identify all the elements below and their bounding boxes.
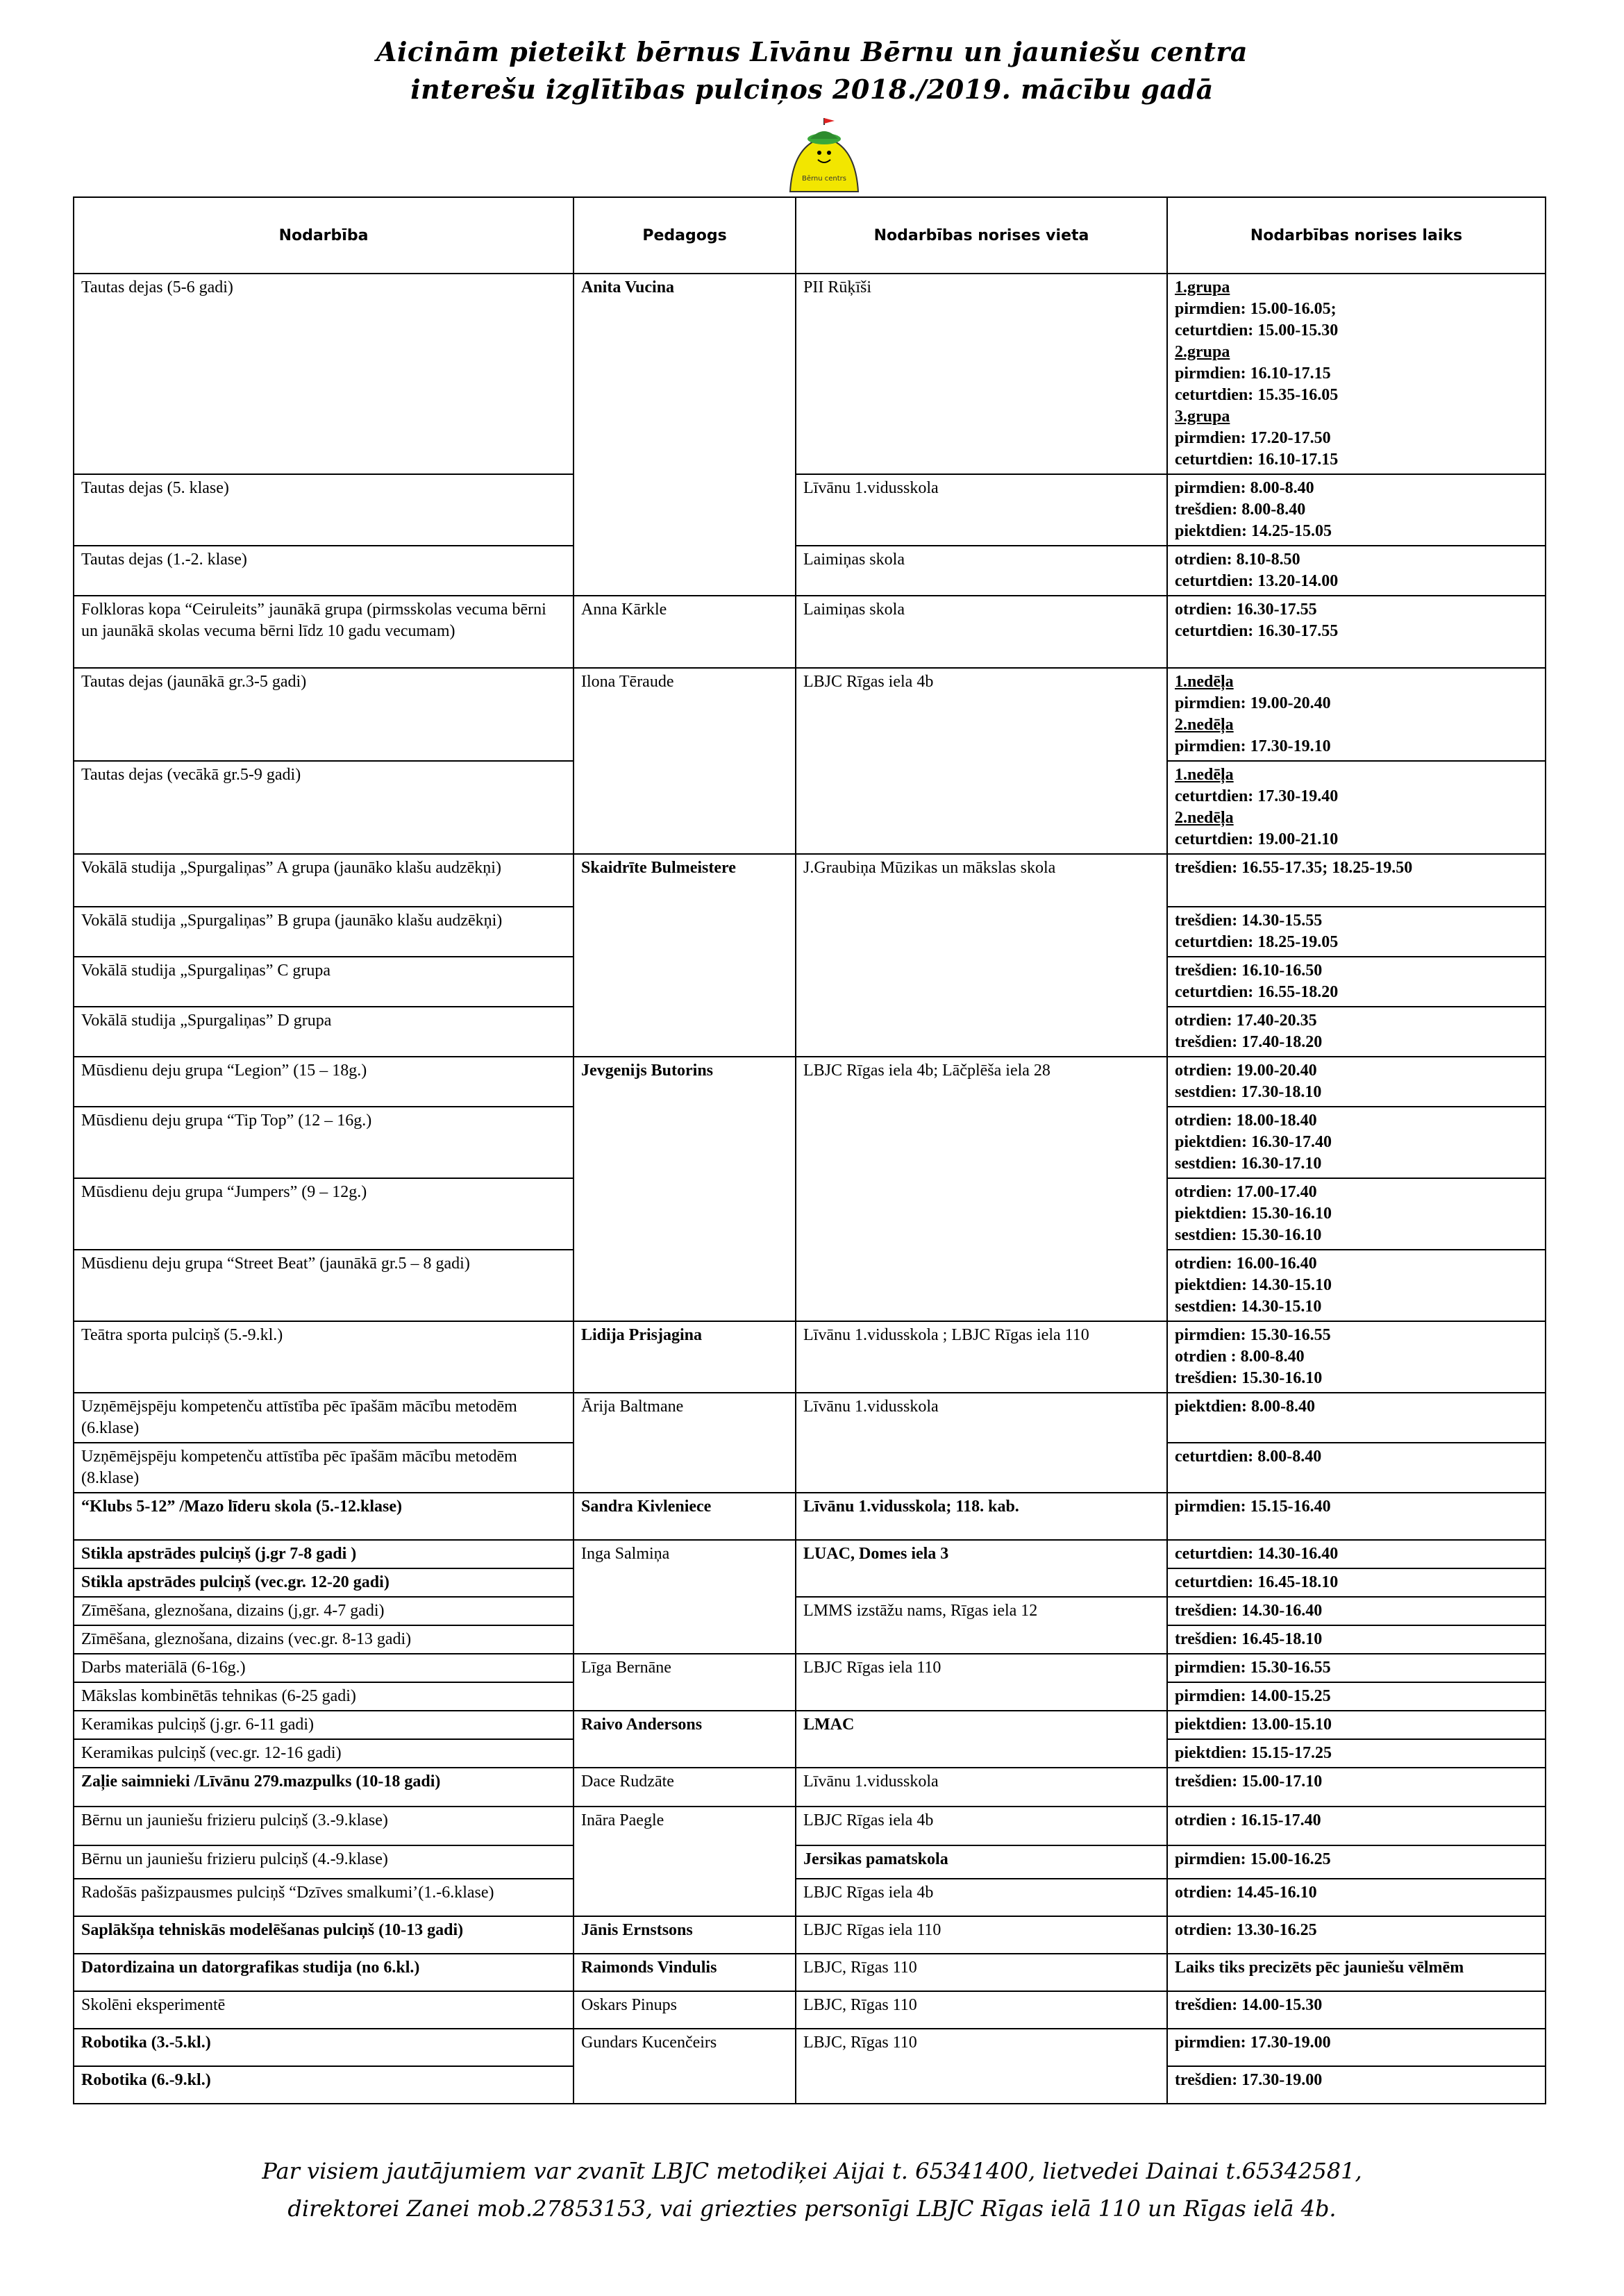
activity-cell: Vokālā studija „Spurgaliņas” C grupa bbox=[74, 957, 574, 1007]
place-cell: LBJC, Rīgas 110 bbox=[796, 1954, 1167, 1991]
time-cell bbox=[1167, 1540, 1546, 1568]
time-cell bbox=[1167, 274, 1546, 474]
time-slot: trešdien: 17.30-19.00 bbox=[1175, 2071, 1323, 2089]
time-slot: ceturtdien: 16.30-17.55 bbox=[1175, 622, 1339, 640]
place-cell: Līvānu 1.vidusskola bbox=[796, 1393, 1167, 1493]
table-row bbox=[74, 596, 1546, 668]
time-slot: piektdien: 14.25-15.05 bbox=[1175, 522, 1332, 540]
activity-cell: Uzņēmējspēju kompetenču attīstība pēc īpašām mācību metodēm (6.klase) bbox=[74, 1393, 574, 1443]
table-row bbox=[74, 1807, 1546, 1845]
place-cell: Līvānu 1.vidusskola ; LBJC Rīgas iela 110 bbox=[796, 1321, 1167, 1393]
activity-cell: Zaļie saimnieki /Līvānu 279.mazpulks (10-18 gadi) bbox=[74, 1768, 574, 1807]
teacher-cell: Ārija Baltmane bbox=[574, 1393, 796, 1493]
activity-cell: “Klubs 5-12” /Mazo līderu skola (5.-12.klase) bbox=[74, 1493, 574, 1540]
activity-cell: Zīmēšana, gleznošana, dizains (vec.gr. 8-13 gadi) bbox=[74, 1625, 574, 1654]
time-cell bbox=[1167, 1250, 1546, 1321]
footer-contact-line-1: Par visiem jautājumiem var zvanīt LBJC metodiķei Aijai t. 65341400, lietvedei Dainai t.65342581, bbox=[262, 2158, 1362, 2184]
activity-cell: Tautas dejas (1.-2. klase) bbox=[74, 546, 574, 596]
time-cell bbox=[1167, 1739, 1546, 1768]
place-cell: Līvānu 1.vidusskola bbox=[796, 1768, 1167, 1807]
table-row bbox=[74, 1654, 1546, 1682]
time-slot: otrdien : 8.00-8.40 bbox=[1175, 1348, 1305, 1366]
activity-cell: Zīmēšana, gleznošana, dizains (j,gr. 4-7 gadi) bbox=[74, 1597, 574, 1625]
time-cell bbox=[1167, 2029, 1546, 2066]
activity-cell: Mākslas kombinētās tehnikas (6-25 gadi) bbox=[74, 1682, 574, 1711]
activity-cell: Folkloras kopa “Ceiruleits” jaunākā grupa (pirmsskolas vecuma bērni un jaunākā skolas vecuma bērni līdz 10 gadu vecumam) bbox=[74, 596, 574, 668]
place-cell: J.Graubiņa Mūzikas un mākslas skola bbox=[796, 854, 1167, 1057]
time-cell bbox=[1167, 1443, 1546, 1493]
group-heading: 1.grupa bbox=[1175, 278, 1230, 296]
teacher-cell: Oskars Pinups bbox=[574, 1991, 796, 2029]
time-slot: otrdien: 18.00-18.40 bbox=[1175, 1112, 1317, 1130]
time-cell bbox=[1167, 1493, 1546, 1540]
time-slot: ceturtdien: 16.10-17.15 bbox=[1175, 451, 1339, 469]
activity-cell: Tautas dejas (5-6 gadi) bbox=[74, 274, 574, 474]
time-cell bbox=[1167, 1393, 1546, 1443]
group-heading: 1.nedēļa bbox=[1175, 673, 1234, 691]
time-cell bbox=[1167, 1991, 1546, 2029]
activity-cell: Robotika (6.-9.kl.) bbox=[74, 2066, 574, 2104]
table-row bbox=[74, 1711, 1546, 1739]
place-cell: LMAC bbox=[796, 1711, 1167, 1768]
time-slot: sestdien: 17.30-18.10 bbox=[1175, 1083, 1322, 1101]
time-slot: piektdien: 14.30-15.10 bbox=[1175, 1276, 1332, 1294]
table-row bbox=[74, 274, 1546, 474]
teacher-cell: Anita Vucina bbox=[574, 274, 796, 596]
place-cell: LMMS izstāžu nams, Rīgas iela 12 bbox=[796, 1597, 1167, 1654]
place-cell: LBJC Rīgas iela 4b bbox=[796, 1807, 1167, 1845]
time-slot: trešdien: 16.10-16.50 bbox=[1175, 962, 1323, 980]
time-slot: pirmdien: 17.20-17.50 bbox=[1175, 429, 1331, 447]
group-heading: 3.grupa bbox=[1175, 408, 1230, 426]
time-cell bbox=[1167, 957, 1546, 1007]
teacher-cell: Skaidrīte Bulmeistere bbox=[574, 854, 796, 1057]
time-cell bbox=[1167, 1711, 1546, 1739]
time-slot: pirmdien: 17.30-19.00 bbox=[1175, 2034, 1331, 2052]
time-slot: ceturtdien: 16.55-18.20 bbox=[1175, 983, 1339, 1001]
time-cell bbox=[1167, 761, 1546, 854]
time-slot: trešdien: 15.00-17.10 bbox=[1175, 1773, 1323, 1791]
table-row bbox=[74, 1845, 1546, 1879]
time-slot: trešdien: 15.30-16.10 bbox=[1175, 1369, 1323, 1387]
time-cell bbox=[1167, 1682, 1546, 1711]
place-cell: Laimiņas skola bbox=[796, 546, 1167, 596]
time-slot: piektdien: 15.15-17.25 bbox=[1175, 1744, 1332, 1762]
time-slot: piektdien: 13.00-15.10 bbox=[1175, 1716, 1332, 1734]
table-row bbox=[74, 854, 1546, 907]
time-slot: otrdien: 16.30-17.55 bbox=[1175, 601, 1317, 619]
time-slot: ceturtdien: 13.20-14.00 bbox=[1175, 572, 1339, 590]
group-heading: 2.nedēļa bbox=[1175, 809, 1234, 827]
teacher-cell: Anna Kārkle bbox=[574, 596, 796, 668]
table-row bbox=[74, 1954, 1546, 1991]
time-cell bbox=[1167, 1568, 1546, 1597]
place-cell: LBJC, Rīgas 110 bbox=[796, 1991, 1167, 2029]
place-cell: LBJC Rīgas iela 110 bbox=[796, 1916, 1167, 1954]
page-title-line-1: Aicinām pieteikt bērnus Līvānu Bērnu un jauniešu centra bbox=[376, 36, 1248, 67]
table-row bbox=[74, 1393, 1546, 1443]
time-cell bbox=[1167, 854, 1546, 907]
time-cell bbox=[1167, 1107, 1546, 1178]
place-cell: LBJC Rīgas iela 4b bbox=[796, 1879, 1167, 1916]
time-slot: ceturtdien: 15.00-15.30 bbox=[1175, 321, 1339, 340]
time-slot: Laiks tiks precizēts pēc jauniešu vēlmēm bbox=[1175, 1959, 1464, 1977]
time-slot: ceturtdien: 14.30-16.40 bbox=[1175, 1545, 1339, 1563]
time-cell bbox=[1167, 1879, 1546, 1916]
footer-contact-line-2: direktorei Zanei mob.27853153, vai griezties personīgi LBJC Rīgas ielā 110 un Rīgas ielā 4b. bbox=[287, 2195, 1337, 2222]
time-slot: pirmdien: 8.00-8.40 bbox=[1175, 479, 1314, 497]
time-cell bbox=[1167, 1057, 1546, 1107]
time-slot: pirmdien: 14.00-15.25 bbox=[1175, 1687, 1331, 1705]
time-cell bbox=[1167, 2066, 1546, 2104]
table-row bbox=[74, 1493, 1546, 1540]
activity-cell: Uzņēmējspēju kompetenču attīstība pēc īpašām mācību metodēm (8.klase) bbox=[74, 1443, 574, 1493]
time-cell bbox=[1167, 1007, 1546, 1057]
table-header-row bbox=[74, 197, 1546, 274]
time-slot: piektdien: 16.30-17.40 bbox=[1175, 1133, 1332, 1151]
place-cell: LBJC Rīgas iela 110 bbox=[796, 1654, 1167, 1711]
time-slot: otrdien: 17.40-20.35 bbox=[1175, 1012, 1317, 1030]
time-slot: otrdien: 13.30-16.25 bbox=[1175, 1921, 1317, 1939]
time-slot: trešdien: 14.30-15.55 bbox=[1175, 912, 1323, 930]
time-slot: trešdien: 16.55-17.35; 18.25-19.50 bbox=[1175, 859, 1413, 877]
time-slot: pirmdien: 15.30-16.55 bbox=[1175, 1659, 1331, 1677]
time-slot: sestdien: 16.30-17.10 bbox=[1175, 1155, 1322, 1173]
activity-cell: Tautas dejas (vecākā gr.5-9 gadi) bbox=[74, 761, 574, 854]
time-slot: piektdien: 8.00-8.40 bbox=[1175, 1398, 1316, 1416]
activity-cell: Saplākšņa tehniskās modelēšanas pulciņš (10-13 gadi) bbox=[74, 1916, 574, 1954]
time-cell bbox=[1167, 596, 1546, 668]
place-cell: Līvānu 1.vidusskola; 118. kab. bbox=[796, 1493, 1167, 1540]
time-slot: sestdien: 15.30-16.10 bbox=[1175, 1226, 1322, 1244]
time-slot: otrdien: 8.10-8.50 bbox=[1175, 551, 1300, 569]
page-title-line-2: interešu izglītības pulciņos 2018./2019. mācību gadā bbox=[410, 74, 1214, 105]
place-cell: LBJC Rīgas iela 4b bbox=[796, 668, 1167, 854]
place-cell: LUAC, Domes iela 3 bbox=[796, 1540, 1167, 1597]
time-slot: trešdien: 16.45-18.10 bbox=[1175, 1630, 1323, 1648]
activity-cell: Teātra sporta pulciņš (5.-9.kl.) bbox=[74, 1321, 574, 1393]
teacher-cell: Lidija Prisjagina bbox=[574, 1321, 796, 1393]
schedule-table bbox=[73, 196, 1546, 2104]
time-cell bbox=[1167, 1178, 1546, 1250]
time-slot: pirmdien: 19.00-20.40 bbox=[1175, 694, 1331, 712]
time-slot: ceturtdien: 15.35-16.05 bbox=[1175, 386, 1339, 404]
teacher-cell: Inga Salmiņa bbox=[574, 1540, 796, 1654]
table-row bbox=[74, 1057, 1546, 1107]
group-heading: 2.nedēļa bbox=[1175, 716, 1234, 734]
time-cell bbox=[1167, 1654, 1546, 1682]
activity-cell: Vokālā studija „Spurgaliņas” A grupa (jaunāko klašu audzēkņi) bbox=[74, 854, 574, 907]
table-row bbox=[74, 546, 1546, 596]
time-cell bbox=[1167, 1321, 1546, 1393]
time-slot: trešdien: 17.40-18.20 bbox=[1175, 1033, 1323, 1051]
time-slot: trešdien: 14.00-15.30 bbox=[1175, 1996, 1323, 2014]
place-cell: Līvānu 1.vidusskola bbox=[796, 474, 1167, 546]
activity-cell: Bērnu un jauniešu frizieru pulciņš (3.-9.klase) bbox=[74, 1807, 574, 1845]
time-slot: pirmdien: 15.00-16.25 bbox=[1175, 1850, 1331, 1868]
teacher-cell: Līga Bernāne bbox=[574, 1654, 796, 1711]
table-row bbox=[74, 1768, 1546, 1807]
time-slot: otrdien: 16.00-16.40 bbox=[1175, 1255, 1317, 1273]
place-cell: Laimiņas skola bbox=[796, 596, 1167, 668]
activity-cell: Stikla apstrādes pulciņš (vec.gr. 12-20 gadi) bbox=[74, 1568, 574, 1597]
time-cell bbox=[1167, 1845, 1546, 1879]
activity-cell: Bērnu un jauniešu frizieru pulciņš (4.-9.klase) bbox=[74, 1845, 574, 1879]
time-slot: pirmdien: 15.30-16.55 bbox=[1175, 1326, 1331, 1344]
time-slot: ceturtdien: 16.45-18.10 bbox=[1175, 1573, 1339, 1591]
teacher-cell: Jevgenijs Butorins bbox=[574, 1057, 796, 1321]
activity-cell: Radošās pašizpausmes pulciņš “Dzīves smalkumi’(1.-6.klase) bbox=[74, 1879, 574, 1916]
teacher-cell: Raivo Andersons bbox=[574, 1711, 796, 1768]
activity-cell: Robotika (3.-5.kl.) bbox=[74, 2029, 574, 2066]
table-row bbox=[74, 1321, 1546, 1393]
table-row bbox=[74, 1597, 1546, 1625]
time-cell bbox=[1167, 474, 1546, 546]
header-teacher: Pedagogs bbox=[574, 197, 796, 274]
time-cell bbox=[1167, 1597, 1546, 1625]
time-slot: pirmdien: 15.00-16.05; bbox=[1175, 300, 1337, 318]
time-slot: ceturtdien: 17.30-19.40 bbox=[1175, 787, 1339, 805]
teacher-cell: Jānis Ernstsons bbox=[574, 1916, 796, 1954]
teacher-cell: Gundars Kucenčeirs bbox=[574, 2029, 796, 2104]
activity-cell: Skolēni eksperimentē bbox=[74, 1991, 574, 2029]
time-slot: ceturtdien: 19.00-21.10 bbox=[1175, 830, 1339, 848]
time-cell bbox=[1167, 546, 1546, 596]
place-cell: LBJC, Rīgas 110 bbox=[796, 2029, 1167, 2104]
header-activity: Nodarbība bbox=[74, 197, 574, 274]
place-cell: Jersikas pamatskola bbox=[796, 1845, 1167, 1879]
activity-cell: Tautas dejas (jaunākā gr.3-5 gadi) bbox=[74, 668, 574, 761]
time-slot: ceturtdien: 18.25-19.05 bbox=[1175, 933, 1339, 951]
activity-cell: Mūsdienu deju grupa “Tip Top” (12 – 16g.) bbox=[74, 1107, 574, 1178]
activity-cell: Darbs materiālā (6-16g.) bbox=[74, 1654, 574, 1682]
place-cell: LBJC Rīgas iela 4b; Lāčplēša iela 28 bbox=[796, 1057, 1167, 1321]
table-row bbox=[74, 1916, 1546, 1954]
activity-cell: Tautas dejas (5. klase) bbox=[74, 474, 574, 546]
time-cell bbox=[1167, 907, 1546, 957]
time-slot: otrdien: 17.00-17.40 bbox=[1175, 1183, 1317, 1201]
time-slot: pirmdien: 15.15-16.40 bbox=[1175, 1498, 1331, 1516]
activity-cell: Mūsdienu deju grupa “Jumpers” (9 – 12g.) bbox=[74, 1178, 574, 1250]
header-time: Nodarbības norises laiks bbox=[1167, 197, 1546, 274]
teacher-cell: Sandra Kivleniece bbox=[574, 1493, 796, 1540]
activity-cell: Keramikas pulciņš (j.gr. 6-11 gadi) bbox=[74, 1711, 574, 1739]
time-cell bbox=[1167, 1954, 1546, 1991]
group-heading: 1.nedēļa bbox=[1175, 766, 1234, 784]
activity-cell: Vokālā studija „Spurgaliņas” B grupa (jaunāko klašu audzēkņi) bbox=[74, 907, 574, 957]
activity-cell: Vokālā studija „Spurgaliņas” D grupa bbox=[74, 1007, 574, 1057]
table-row bbox=[74, 474, 1546, 546]
teacher-cell: Raimonds Vindulis bbox=[574, 1954, 796, 1991]
teacher-cell: Ināra Paegle bbox=[574, 1807, 796, 1916]
time-slot: otrdien: 14.45-16.10 bbox=[1175, 1884, 1317, 1902]
table-row bbox=[74, 2029, 1546, 2066]
time-slot: otrdien: 19.00-20.40 bbox=[1175, 1062, 1317, 1080]
time-slot: otrdien : 16.15-17.40 bbox=[1175, 1811, 1321, 1829]
time-slot: trešdien: 14.30-16.40 bbox=[1175, 1602, 1323, 1620]
table-row bbox=[74, 1540, 1546, 1568]
table-row bbox=[74, 1991, 1546, 2029]
time-slot: piektdien: 15.30-16.10 bbox=[1175, 1205, 1332, 1223]
table-row bbox=[74, 668, 1546, 761]
time-slot: pirmdien: 17.30-19.10 bbox=[1175, 737, 1331, 755]
header-place: Nodarbības norises vieta bbox=[796, 197, 1167, 274]
time-cell bbox=[1167, 668, 1546, 761]
activity-cell: Datordizaina un datorgrafikas studija (no 6.kl.) bbox=[74, 1954, 574, 1991]
time-cell bbox=[1167, 1807, 1546, 1845]
time-cell bbox=[1167, 1625, 1546, 1654]
time-slot: sestdien: 14.30-15.10 bbox=[1175, 1298, 1322, 1316]
table-row bbox=[74, 1879, 1546, 1916]
teacher-cell: Dace Rudzāte bbox=[574, 1768, 796, 1807]
group-heading: 2.grupa bbox=[1175, 343, 1230, 361]
time-cell bbox=[1167, 1768, 1546, 1807]
teacher-cell: Ilona Tēraude bbox=[574, 668, 796, 854]
activity-cell: Mūsdienu deju grupa “Street Beat” (jaunākā gr.5 – 8 gadi) bbox=[74, 1250, 574, 1321]
centre-logo bbox=[779, 117, 869, 194]
time-slot: pirmdien: 16.10-17.15 bbox=[1175, 364, 1331, 383]
activity-cell: Stikla apstrādes pulciņš (j.gr 7-8 gadi ) bbox=[74, 1540, 574, 1568]
activity-cell: Keramikas pulciņš (vec.gr. 12-16 gadi) bbox=[74, 1739, 574, 1768]
time-slot: ceturtdien: 8.00-8.40 bbox=[1175, 1448, 1322, 1466]
place-cell: PII Rūķīši bbox=[796, 274, 1167, 474]
activity-cell: Mūsdienu deju grupa “Legion” (15 – 18g.) bbox=[74, 1057, 574, 1107]
time-slot: trešdien: 8.00-8.40 bbox=[1175, 501, 1306, 519]
logo-text: Bērnu centrs bbox=[801, 175, 847, 183]
time-cell bbox=[1167, 1916, 1546, 1954]
